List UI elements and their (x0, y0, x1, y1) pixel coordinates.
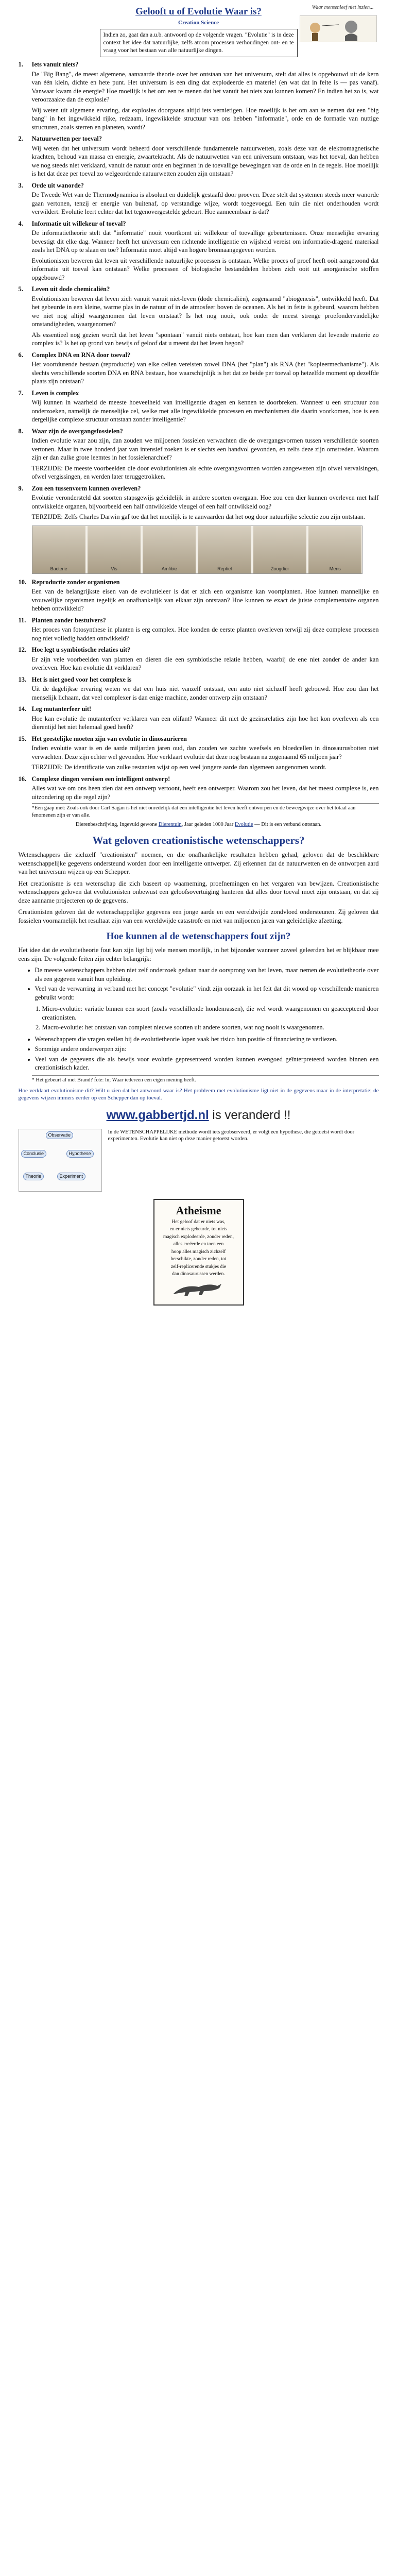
question-body (19, 715, 379, 732)
middle-paragraph: Creationisten geloven dat de wetenschappelijke gegevens een jonge aarde en een wereldwijde zondvloed ondersteunen. Zij geloven dat fossielen voornamelijk het resultaat zijn van een wereldwijde catastrofe en niet van miljoenen jaren van geleidelijke afzetting. (18, 908, 379, 924)
question-number: 10. (18, 578, 27, 586)
question-title: Iets vanuit niets? (31, 61, 79, 69)
middle-paragraph: Wetenschappers die zichzelf "creationisten" noemen, en die onafhankelijke resultaten hebben gehad, geloven dat de beschikbare wetenschappelijke gegevens ondersteund worden door een intelligente ontwerper. Zij erkennen dat de natuurwetten en de ontworpen aard van het universum wijzen op een Schepper. (18, 851, 379, 876)
question-paragraph: Wij kunnen in waarheid de meeste hoeveelheid van intelligentie dragen en kennen te doorbreken. Wanneer u een structuur zou onderzoeken, namelijk de menselijke cel, welke met alle ingewikkelde processen en mechanismen die daarin voorkomen, hoe is een dergelijke complexe structuur ontstaan zonder intelligentie? (31, 399, 379, 423)
dinosaur-icon (168, 1281, 230, 1297)
question-number: 3. (18, 181, 23, 189)
question-paragraph: Evolutie verondersteld dat soorten stapsgewijs geleidelijk in andere soorten overgaan. Hoe zou een dier kunnen overleven met half ontwikkelde organen, bijvoorbeeld een half ontwikkelde vleugel of een half ontwikkeld oog? (31, 494, 379, 510)
middle-text (19, 851, 379, 925)
question-paragraph: Als essentieel nog gezien wordt dat het leven "spontaan" vanuit niets ontstaat, hoe kan men dan verklaren dat levende materie zo complex is? Is het op grond van bewijs of geloof dat u meent dat het leven begon? (31, 331, 379, 347)
question-title: Planten zonder bestuivers? (31, 616, 106, 624)
credits-link-2[interactable]: Evolutie (234, 821, 253, 827)
question-section (19, 285, 379, 348)
list-item: 2. Macro-evolutie: het ontstaan van compleet nieuwe soorten uit andere soorten, wat nog nooit is waargenomen. (42, 1023, 379, 1032)
question-paragraph: Hoe kan evolutie de mutanterfeer verklaren van een olifant? Wanneer dit niet de gezinsrelaties zijn hoe het kon overleven als een dierentijd het niet helemaal goed heeft? (31, 715, 379, 731)
question-number: 2. (18, 135, 23, 143)
question-title: Informatie uit willekeur of toeval? (31, 219, 126, 227)
list-item: • Veel van de verwarring in verband met het concept "evolutie" vindt zijn oorzaak in het feit dat dit woord op verschillende manieren gebruikt wordt: (35, 985, 379, 1002)
scientists-heading: Hoe kunnen al de wetenschappers fout zijn? (106, 931, 291, 942)
question-title: Leven is complex (31, 389, 79, 397)
list-item: • De meeste wetenschappers hebben niet zelf onderzoek gedaan naar de oorsprong van het leven, maar nemen de evolutietheorie over als een gegeven vanuit hun opleiding. (35, 966, 379, 983)
evolution-image-label: Zoogdier (270, 566, 289, 571)
question-heading (19, 427, 379, 436)
question-body (19, 655, 379, 672)
question-body (19, 494, 379, 521)
question-body (19, 229, 379, 282)
credits-line (19, 821, 379, 828)
credits-pre: Dierenbeschrijving, Ingevuld gewone (75, 821, 158, 827)
cycle-node: Theorie (23, 1173, 44, 1181)
question-paragraph: De informatietheorie stelt dat "informatie" nooit voortkomt uit willekeur of toevallige gebeurtenissen. Onze menselijke ervaring bevestigt dit elke dag. Wanneer heeft het universum een richtende intelligentie en wijsheid vereist om informatie-dragend materiaal zoals het DNA op te slaan en toe? Informatie moet altijd van hogere bronnaangegeven worden. (31, 229, 379, 254)
question-number: 8. (18, 427, 23, 435)
atheism-line: Het geloof dat er niets was, (171, 1219, 226, 1225)
question-body (19, 144, 379, 178)
atheism-lines (158, 1219, 240, 1278)
middle-paragraph: Het creationisme is een wetenschap die zich baseert op waarneming, proefnemingen en het vergaren van bewijzen. Creationistische wetenschappers geloven dat evolutionisten onbewust een geloofsovertuiging hanteren dat alles door toeval moet zijn ontstaan, en dat zij deze aanname projecteren op de gegevens. (18, 879, 379, 904)
question-body (19, 360, 379, 386)
question-heading (19, 616, 379, 625)
question-number: 11. (18, 616, 26, 624)
question-body (19, 587, 379, 613)
question-heading (19, 484, 379, 493)
question-number: 16. (18, 775, 27, 783)
bottom-sidenote: * Het gebeurt al met Brand? fcte: ln; Waar iedereen een eigen mening heeft. (32, 1075, 379, 1084)
atheism-line: hoop alles magisch zichzelf (171, 1249, 226, 1255)
footnote-top: *Een gaap met: Zoals ook door Carl Sagan is het niet onredelijk dat een intelligentie het leven heeft ontworpen en de beweegwijze over het totaal aan fenomenen zijn er van alle. (32, 803, 379, 819)
atheism-line: dan dinosaurussen werden. (172, 1272, 225, 1277)
evolution-image-label: Bacterie (50, 566, 67, 571)
credits-mid: , Jaar geleden 1000 Jaar (181, 821, 234, 827)
question-heading (19, 219, 379, 228)
question-section (19, 60, 379, 131)
cycle-node: Observatie (46, 1131, 74, 1140)
cycle-node: Conclusie (21, 1150, 47, 1158)
bottom-row (19, 1129, 379, 1192)
question-number: 4. (18, 219, 23, 227)
question-paragraph: De Tweede Wet van de Thermodynamica is absoluut en duidelijk gestaafd door proeven. Deze stelt dat systemen steeds meer wanorde gaan vertonen, tenzij er energie van buitenaf, op verstandige wijze, wordt toegevoegd. Een tuin die niet onderhouden wordt verwildert. Evolutie leert echter dat het tegenovergestelde gebeurt. Hoe aanneembaar is dat? (31, 191, 379, 216)
question-number: 7. (18, 389, 23, 397)
question-paragraph: Een van de belangrijkste eisen van de evolutieleer is dat er zich een organisme kan voortplanten. Hoe kunnen mannelijke en vrouwelijke organismen tegelijk en onafhankelijk van elkaar zijn ontstaan? Hoe kunnen ze exact de juiste complementaire organen hebben ontwikkeld? (31, 588, 379, 613)
question-heading (19, 285, 379, 294)
question-section (19, 134, 379, 178)
website-line (19, 1107, 379, 1124)
question-paragraph: Wij weten dat het universum wordt beheerd door verschillende fundamentele natuurwetten, zoals deze van de elektromagnetische krachten, behoud van massa en energie, zwaartekracht. Als de natuurwetten van een universum ontstaan, was het toeval, dan hebben we nog steeds niet verklaard, vanuit de natuur orde en beginnen in de toevallige bewegingen van de orde en in de regels. Hoe moeilijk is het dat deze per toeval zo welgeordende natuurwetten zouden zijn ontstaan? (31, 144, 379, 178)
question-title: Leven uit dode chemicaliën? (31, 285, 110, 293)
evolution-image-panel (143, 526, 196, 573)
question-section (19, 675, 379, 702)
scientists-bullets (28, 966, 379, 1002)
evolution-image-label: Vis (111, 566, 117, 571)
question-paragraph: Evolutionisten beweren dat leven uit verschillende natuurlijke processen is ontstaan. Welke proces of proef heeft ooit aangetoond dat informatie uit toeval kan ontstaan? Welke processen of biologische bestanddelen hebben zich ooit uit anorganische stoffen opgebouwd? (31, 257, 379, 281)
question-paragraph: TERZIJDE: Zelfs Charles Darwin gaf toe dat het moeilijk is te aanvaarden dat het oog door natuurlijke selectie zou zijn ontstaan. (31, 513, 365, 521)
atheism-poster (153, 1199, 244, 1306)
question-number: 1. (18, 61, 23, 69)
evolution-image-panel (253, 526, 306, 573)
question-paragraph: Indien evolutie waar zou zijn, dan zouden we miljoenen fossielen verwachten die de overgangsvormen tussen verschillende soorten vertonen. Maar in twee honderd jaar van intensief zoeken is er slechts een handvol gevonden, en zelfs deze zijn omstreden. Waarom zijn er dan zulke grote leemtes in het fossielenarchief? (31, 437, 379, 462)
question-number: 5. (18, 285, 23, 293)
atheism-line: magisch explodeerde, zonder reden, (163, 1234, 234, 1240)
question-section (19, 219, 379, 282)
question-title: Het is niet goed voor het complexe is (31, 675, 132, 683)
question-number: 9. (18, 484, 23, 492)
list-item: 1. Micro-evolutie: variatie binnen een soort (zoals verschillende hondenrassen), die wel wordt waargenomen en geaccepteerd door creationisten. (42, 1005, 379, 1022)
sections-list (19, 60, 379, 801)
question-title: Natuurwetten per toeval? (31, 135, 102, 143)
scientists-intro (19, 946, 379, 963)
question-title: Waar zijn de overgangsfossielen? (31, 427, 123, 435)
evolution-image-label: Mens (329, 566, 341, 571)
top-note: Waar mensenleef niet inzien... (312, 5, 374, 10)
question-paragraph: Uit de dagelijkse ervaring weten we dat een huis niet vanzelf ontstaat, een auto niet zichzelf heeft gebouwd. Hoe zou dan het menselijk lichaam, dat veel complexer is dan enige machine, zonder ontwerp zijn ontstaan? (31, 685, 379, 701)
question-body (19, 70, 379, 132)
list-item: • Wetenschappers die vragen stellen bij de evolutietheorie lopen vaak het risico hun positie of financiering te verliezen. (35, 1035, 379, 1044)
question-heading (19, 351, 379, 360)
question-section (19, 616, 379, 643)
question-body (19, 744, 379, 772)
banner-question: Wat geloven creationistische wetenschappers? (92, 834, 305, 846)
question-body (19, 625, 379, 642)
question-paragraph: De "Big Bang", de meest algemene, aanvaarde theorie over het ontstaan van het universum, stelt dat alles is opgebouwd uit de kern van één klein, dichte en hete punt. Het universum is een ding dat explodeerde en materie! (en wat dat in feite is — pas vanaf). Vanwaar kwam die energie? Hoe moeilijk is het om een te menen dat het vanuit het niets zou kunnen komen? En indien het zo is, wat veroorzaakte dan de explosie? (31, 70, 379, 104)
question-heading (19, 646, 379, 654)
question-heading (19, 389, 379, 398)
evolution-image-panel (198, 526, 251, 573)
atheism-title: Atheisme (176, 1204, 221, 1217)
question-section (19, 705, 379, 732)
source-link[interactable]: Creation Science (178, 20, 219, 26)
list-item: • Veel van de gegevens die als bewijs voor evolutie gepresenteerd worden kunnen evengoed geïnterpreteerd worden binnen een creationistisch kader. (35, 1055, 379, 1072)
question-section (19, 646, 379, 672)
question-heading (19, 60, 379, 69)
creationists-banner (19, 834, 379, 848)
question-paragraph: Het proces van fotosynthese in planten is erg complex. Hoe konden de eerste planten overleven terwijl zij deze complexe processen nog niet volledig hadden ontwikkeld? (31, 626, 379, 642)
question-body (19, 398, 379, 424)
question-number: 12. (18, 646, 27, 654)
scientific-method-diagram (19, 1129, 102, 1192)
question-title: Complex DNA en RNA door toeval? (31, 351, 131, 359)
evolution-image-panel (308, 526, 361, 573)
question-section (19, 389, 379, 424)
evolution-image-label: Amfibie (161, 566, 177, 571)
question-title: Reproductie zonder organismen (31, 578, 120, 586)
question-heading (19, 775, 379, 784)
question-section (19, 775, 379, 802)
question-body (19, 685, 379, 702)
question-body (19, 784, 379, 801)
atheism-line: zelf-replicerende stukjes die (170, 1264, 227, 1269)
question-paragraph: Het voortdurende bestaan (reproductie) van elke cellen vereisten zowel DNA (het "plan") als RNA (het "kopieermechanisme"). Als slechts verschillende soorten DNA en RNA bestaan, hoe waarschijnlijk is het dat ze beide per toeval op hetzelfde moment op dezelfde plaats zijn ontstaan? (31, 361, 379, 385)
question-section (19, 578, 379, 613)
question-number: 13. (18, 675, 27, 683)
evolution-image-panel (32, 526, 85, 573)
final-note: Hoe verklaart evolutionisme dit? Wilt u zien dat het antwoord waar is? Het probleem met evolutionisme ligt niet in de gegevens maar in de interpretatie; de gegevens wijzen immers eerder op een Schepper dan op toeval. (18, 1087, 379, 1101)
question-paragraph: Evolutionisten beweren dat leven zich vanuit vanuit niet-leven (dode chemicaliën), zogenaamd "abiogenesis", ontwikkeld heeft. Dat het gebeurde in een kleine, warme plas in de natuur of in de atmosfeer boven de oceanen. Als het in feite is gebeurd, waarom hebben we niet nog altijd waargenomen dat leven ontstaat? Is het nog nooit, ook onder de meest strenge proefondervindelijke omstandigheden, waargenomen? (31, 295, 379, 328)
question-paragraph: Indien evolutie waar is en de aarde miljarden jaren oud, dan zouden we zachte weefsels en bloedcellen in dinosaurusbotten niet verwachten. Deze zijn echter wel gevonden. Hoe verklaart evolutie dat deze nog bestaan na zogenaamd 65 miljoen jaar? (31, 744, 379, 760)
question-title: Hoe legt u symbiotische relaties uit? (31, 646, 131, 654)
question-section (19, 351, 379, 386)
website-status: is veranderd !! (212, 1108, 291, 1122)
question-body (19, 436, 379, 481)
page-title: Gelooft u of Evolutie Waar is? (135, 6, 262, 17)
question-heading (19, 578, 379, 587)
cycle-node: Hypothese (66, 1150, 94, 1158)
credits-post: — Dit is een verband ontstaan. (254, 821, 322, 827)
question-number: 14. (18, 705, 27, 713)
atheism-line: herschikte, zonder reden, tot (170, 1257, 227, 1262)
question-title: Orde uit wanorde? (31, 181, 84, 189)
question-heading (19, 675, 379, 684)
question-title: Het geestelijke moeten zijn van evolutie in dinosaurieren (31, 735, 187, 742)
question-section (19, 484, 379, 521)
atheism-line: alles creëerde en toen een (173, 1242, 224, 1247)
scientists-intro-text: Het idee dat de evolutietheorie fout kan zijn ligt bij vele mensen moeilijk, in het bijzonder wanneer zoveel geleerden het er blijkbaar mee eens zijn. De volgende feiten zijn echter belangrijk: (18, 946, 379, 962)
question-heading (19, 735, 379, 743)
question-title: Zou een tussenvorm kunnen overleven? (31, 484, 141, 492)
question-paragraph: Er zijn vele voorbeelden van planten en dieren die een symbiotische relatie hebben, waarbij de ene niet zonder de ander kan overleven. Hoe kan evolutie dit verklaren? (31, 655, 379, 672)
scientists-bullets-2 (28, 1035, 379, 1072)
question-section (19, 181, 379, 216)
question-heading (19, 134, 379, 143)
question-paragraph: TERZIJDE: De meeste voorbeelden die door evolutionisten als echte overgangsvormen worden aangewezen zijn ofwel vervalsingen, ofwel vergissingen, en werden later teruggetrokken. (31, 464, 379, 481)
question-title: Leg mutanterfeer uit! (31, 705, 92, 713)
question-section (19, 735, 379, 772)
question-paragraph: Wij weten uit algemene ervaring, dat explosies doorgaans altijd iets vernietigen. Hoe moeilijk is het om aan te nemen dat een "big bang" in het ingewikkeld rijke, redzaam, ingewikkelde structuur van ons hebben "informatie", orde en de formatie van nuttige structuren, zoals sterren en planeten, wordt? (31, 106, 379, 131)
question-paragraph: Alles wat we om ons heen zien dat een ontwerp vertoont, heeft een ontwerper. Waarom zou het leven, dat het meest complexe is, een uitzondering op die regel zijn? (31, 785, 379, 801)
question-body (19, 191, 379, 216)
question-heading (19, 705, 379, 714)
evolution-image-label: Reptiel (217, 566, 232, 571)
list-item: • Sommige andere onderwerpen zijn: (35, 1045, 379, 1054)
question-section (19, 427, 379, 481)
question-body (19, 295, 379, 348)
cartoon-illustration (300, 15, 377, 42)
page (19, 0, 379, 1306)
question-number: 6. (18, 351, 23, 359)
intro-box: Indien zo, gaat dan a.u.b. antwoord op de volgende vragen. "Evolutie" is in deze context het idee dat natuurlijke, zelfs atoom processen verhoudingen ont- en te vraag voor het bestaan van alle natuurlijke dingen. (100, 29, 298, 58)
question-title: Complexe dingen vereisen een intelligent ontwerp! (31, 775, 170, 783)
question-heading (19, 181, 379, 190)
credits-link-1[interactable]: Dierentuin (158, 821, 182, 827)
question-paragraph: TERZIJDE: De identificatie van zulke restanten wijst op een veel jongere aarde dan algemeen aangenomen wordt. (31, 764, 327, 771)
atheism-line: en er niets gebeurde, tot niets (169, 1227, 228, 1232)
question-number: 15. (18, 735, 27, 742)
website-link[interactable]: www.gabbertjd.nl (106, 1108, 209, 1122)
evolution-image (32, 526, 363, 574)
scientific-method-text: In de WETENSCHAPPELIJKE methode wordt iets geobserveerd, er volgt een hypothese, die getoetst wordt door experimenten. Evolutie kan niet op deze manier getoetst worden. (108, 1129, 355, 1142)
evolution-image-panel (88, 526, 141, 573)
cycle-node: Experiment (57, 1173, 86, 1181)
evolution-meanings (35, 1005, 379, 1032)
